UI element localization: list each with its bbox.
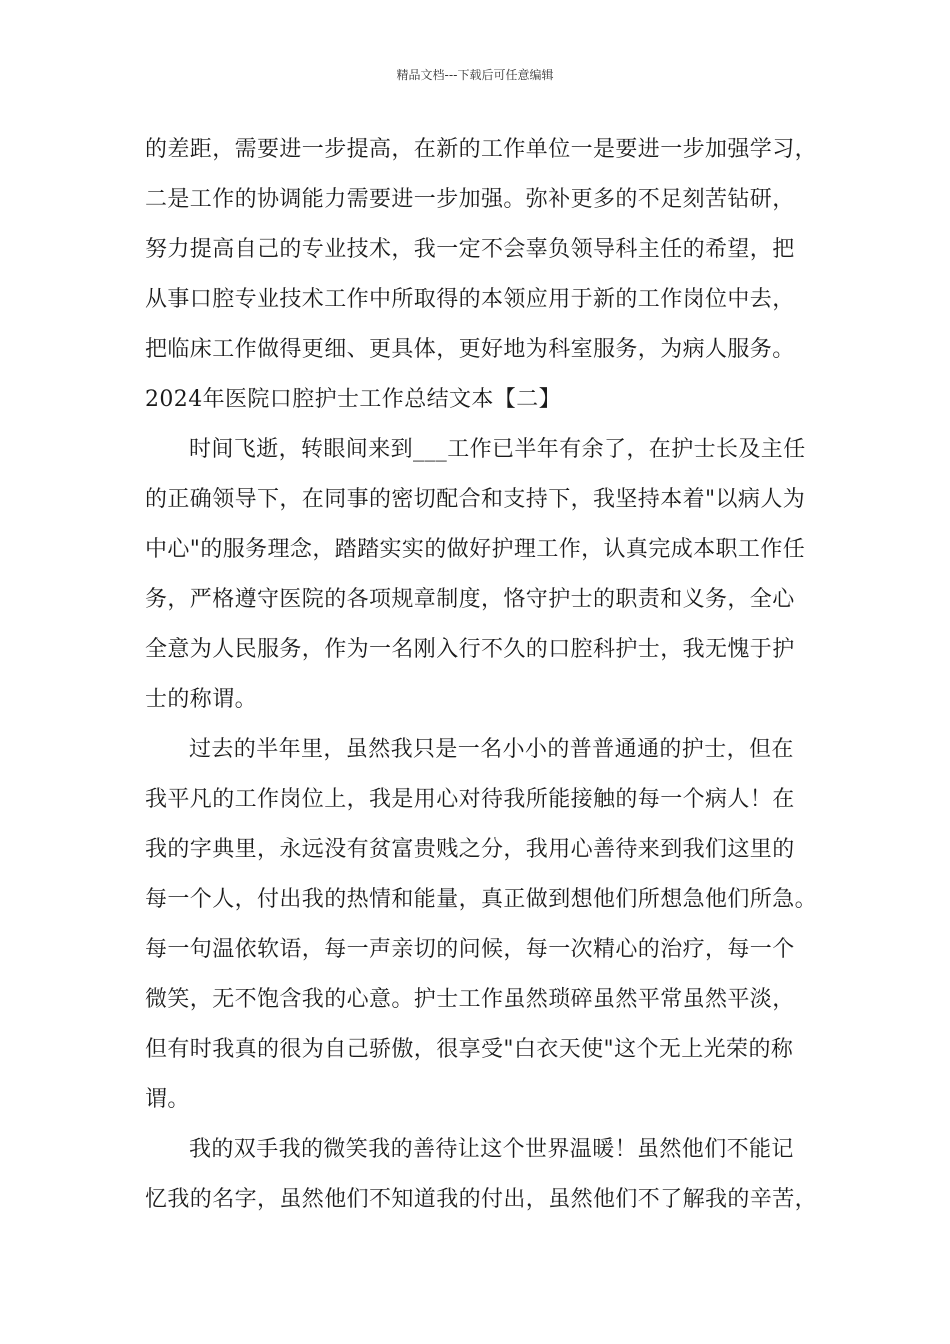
text-line: 每一个人，付出我的热情和能量，真正做到想他们所想急他们所急。 (145, 887, 818, 912)
text-line: 把临床工作做得更细、更具体，更好地为科室服务，为病人服务。 (145, 337, 795, 362)
text-line: 的差距，需要进一步提高，在新的工作单位一是要进一步加强学习， (145, 137, 818, 162)
text-line: 谓。 (145, 1087, 190, 1112)
text-line: 努力提高自己的专业技术，我一定不会辜负领导科主任的希望，把 (145, 237, 795, 262)
text-line: 我平凡的工作岗位上，我是用心对待我所能接触的每一个病人！在 (145, 787, 795, 812)
paragraph-first-line: 时间飞逝，转眼间来到___工作已半年有余了，在护士长及主任 (189, 437, 806, 462)
text-line: 每一句温依软语，每一声亲切的问候，每一次精心的治疗，每一个 (145, 937, 795, 962)
text-line: 务，严格遵守医院的各项规章制度，恪守护士的职责和义务，全心 (145, 587, 795, 612)
text-line: 从事口腔专业技术工作中所取得的本领应用于新的工作岗位中去， (145, 287, 795, 312)
text-line: 微笑，无不饱含我的心意。护士工作虽然琐碎虽然平常虽然平淡， (145, 987, 795, 1012)
text-line: 忆我的名字，虽然他们不知道我的付出，虽然他们不了解我的辛苦， (145, 1187, 818, 1212)
text-line: 二是工作的协调能力需要进一步加强。弥补更多的不足刻苦钻研， (145, 187, 795, 212)
paragraph-first-line: 我的双手我的微笑我的善待让这个世界温暖！虽然他们不能记 (189, 1137, 794, 1162)
section-heading: 2024年医院口腔护士工作总结文本【二】 (145, 387, 561, 412)
text-line: 的正确领导下，在同事的密切配合和支持下，我坚持本着"以病人为 (145, 487, 806, 512)
text-line: 我的字典里，永远没有贫富贵贱之分，我用心善待来到我们这里的 (145, 837, 795, 862)
text-line: 士的称谓。 (145, 687, 258, 712)
text-line: 中心"的服务理念，踏踏实实的做好护理工作，认真完成本职工作任 (145, 537, 806, 562)
text-line: 全意为人民服务，作为一名刚入行不久的口腔科护士，我无愧于护 (145, 637, 795, 662)
paragraph-first-line: 过去的半年里，虽然我只是一名小小的普普通通的护士，但在 (189, 737, 794, 762)
page-header: 精品文档---下载后可任意编辑 (396, 68, 554, 82)
text-line: 但有时我真的很为自己骄傲，很享受"白衣天使"这个无上光荣的称 (145, 1037, 794, 1062)
